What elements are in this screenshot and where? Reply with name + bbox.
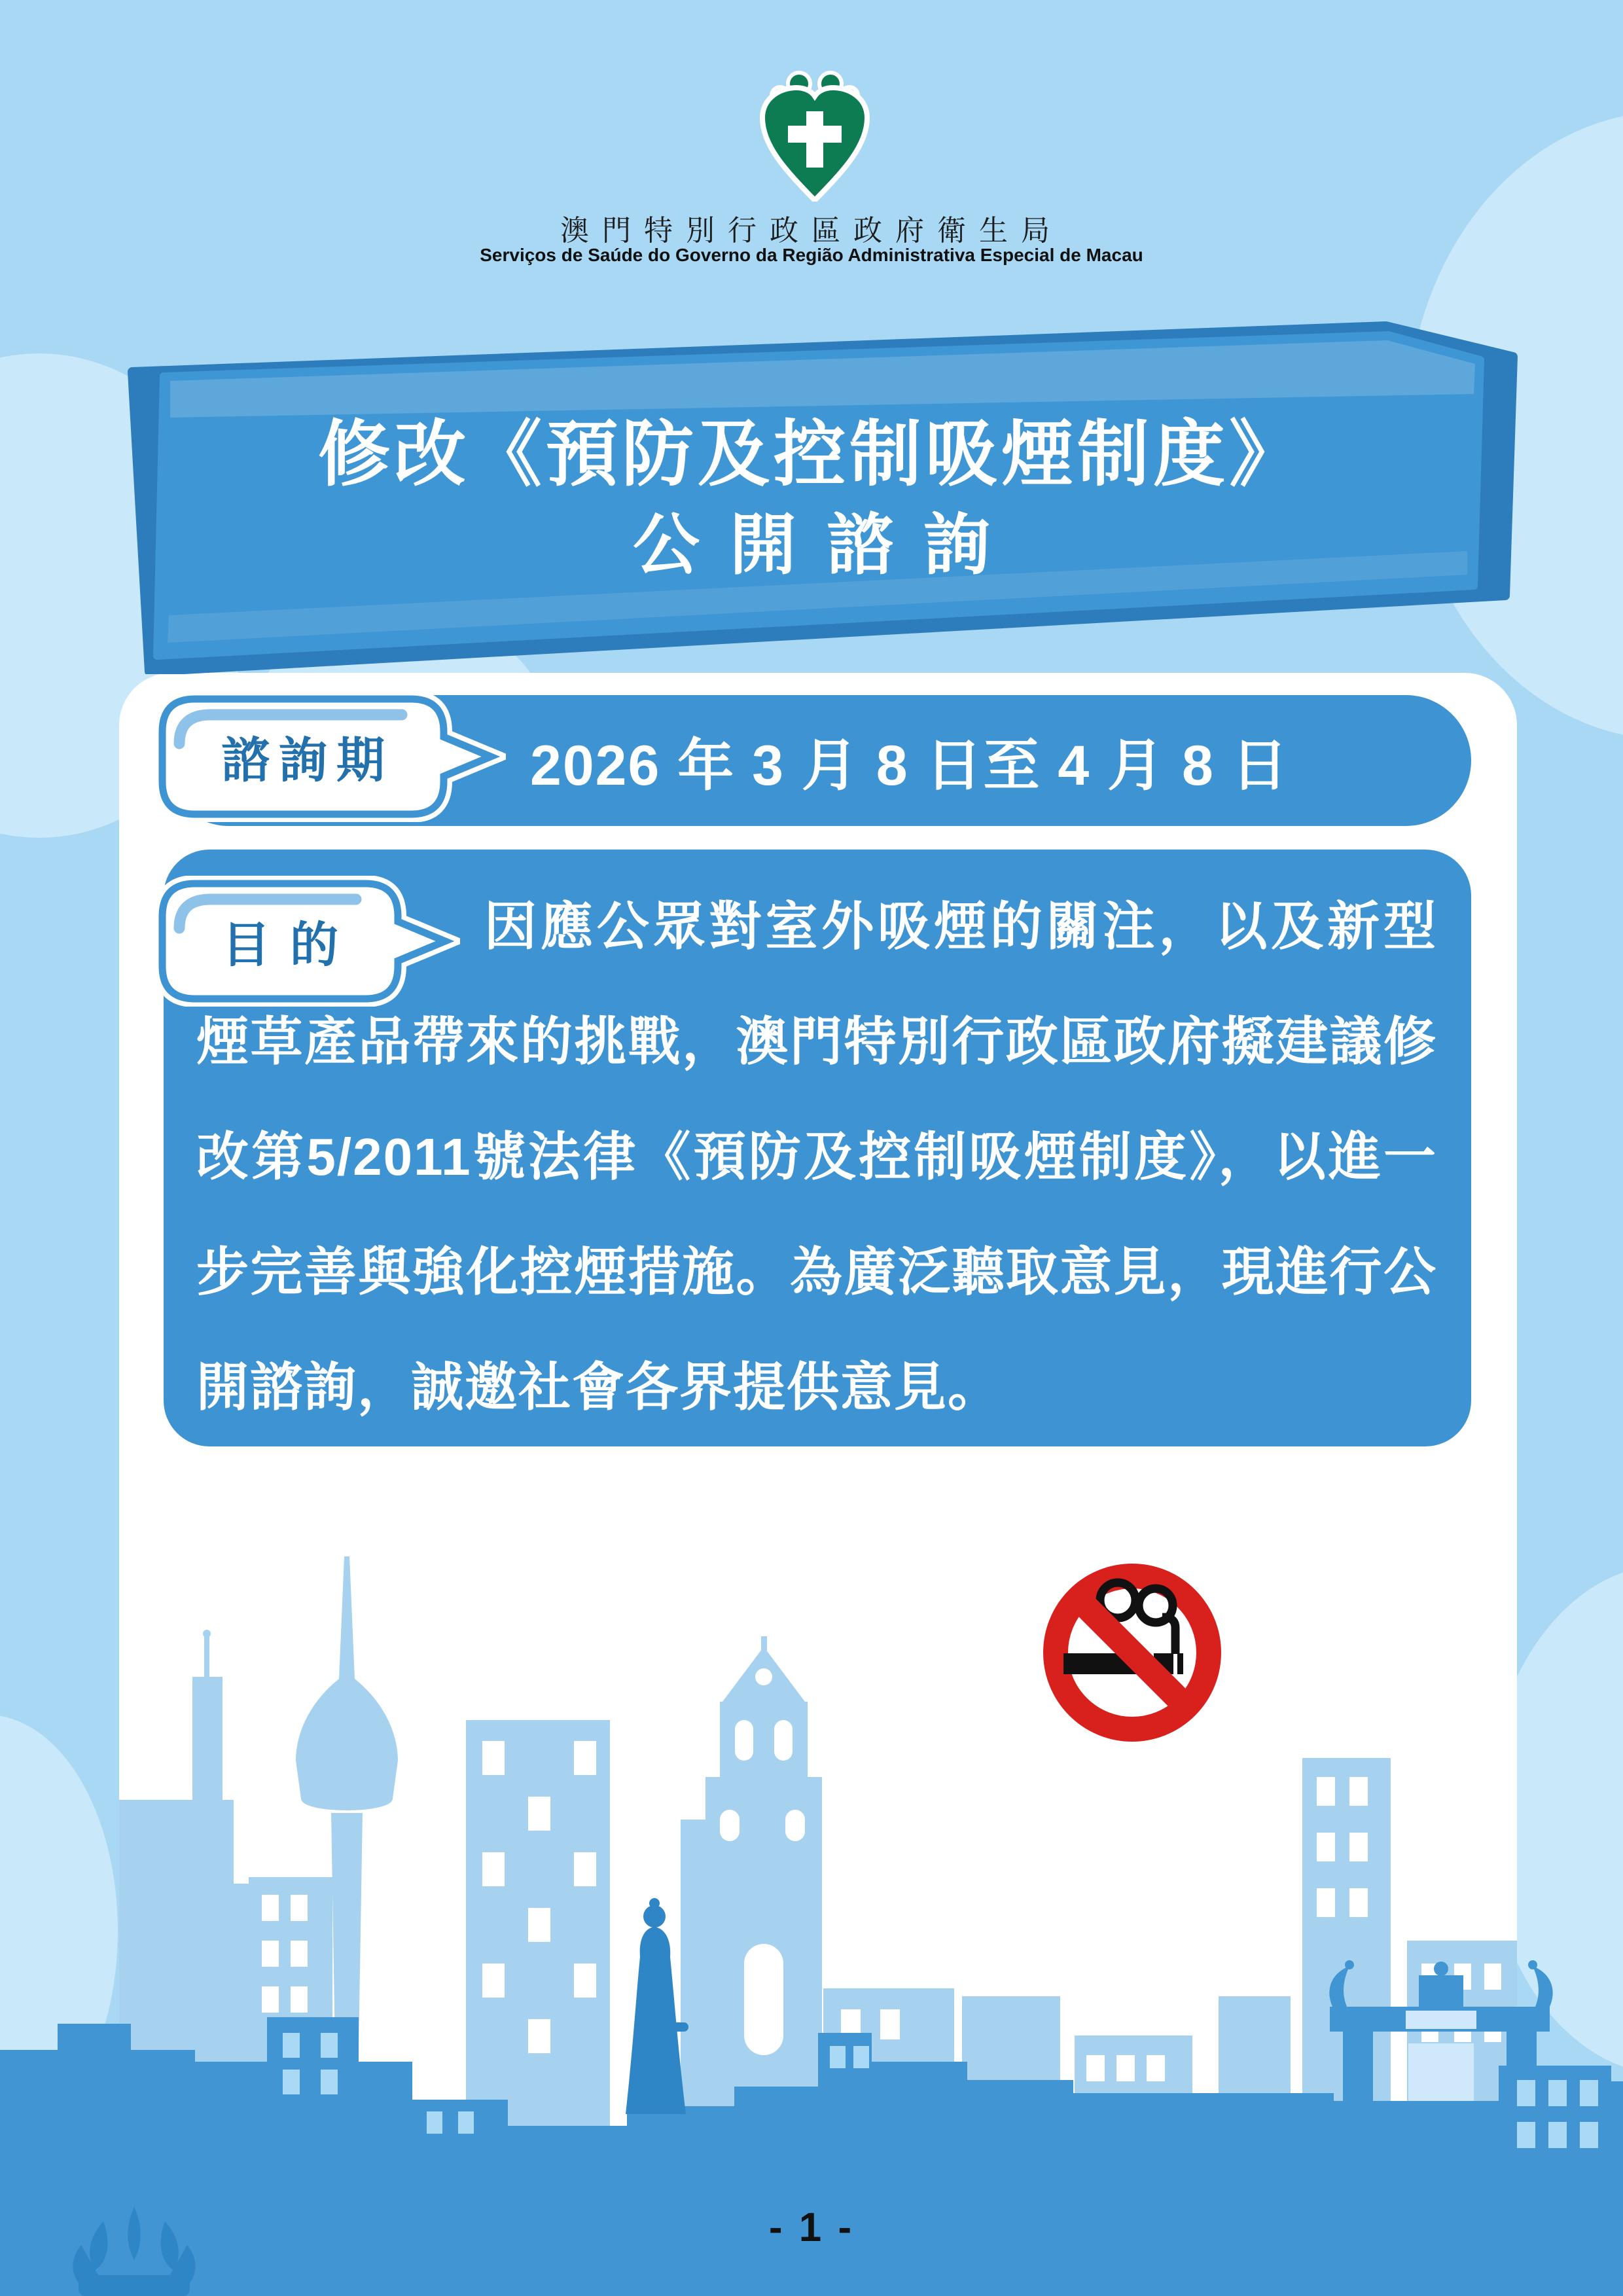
consultation-period-label: 諮詢期 xyxy=(221,733,394,787)
consultation-period-value: 2026 年 3 月 8 日至 4 月 8 日 xyxy=(530,734,1289,797)
org-name-zh: 澳門特別行政區政府衛生局 xyxy=(560,215,1063,247)
banner-title-line2: 公開諮詢 xyxy=(633,508,1020,583)
consultation-period-badge xyxy=(149,691,506,822)
health-bureau-logo xyxy=(746,71,883,202)
purpose-badge xyxy=(149,876,460,1007)
banner-title-line1: 修改《預防及控制吸煙制度》 xyxy=(318,414,1305,495)
purpose-text: 因應公眾對室外吸煙的關注，以及新型煙草產品帶來的挑戰，澳門特別行政區政府擬建議修改第5/2011號法律《預防及控制吸煙制度》，以進一步完善與強化控煙措施。為廣泛聽取意見，現進行公開諮詢，誠邀社會各界提供意見。 xyxy=(196,897,1437,1416)
guanyin-statue-silhouette xyxy=(626,1898,688,2114)
macau-skyline-foreground xyxy=(0,1538,1623,2296)
page-number: - 1 - xyxy=(768,2205,855,2250)
org-name-pt: Serviços de Saúde do Governo da Região Administrativa Especial de Macau xyxy=(480,245,1143,265)
heart-cross-icon xyxy=(746,71,883,202)
purpose-label: 目的 xyxy=(222,918,358,972)
